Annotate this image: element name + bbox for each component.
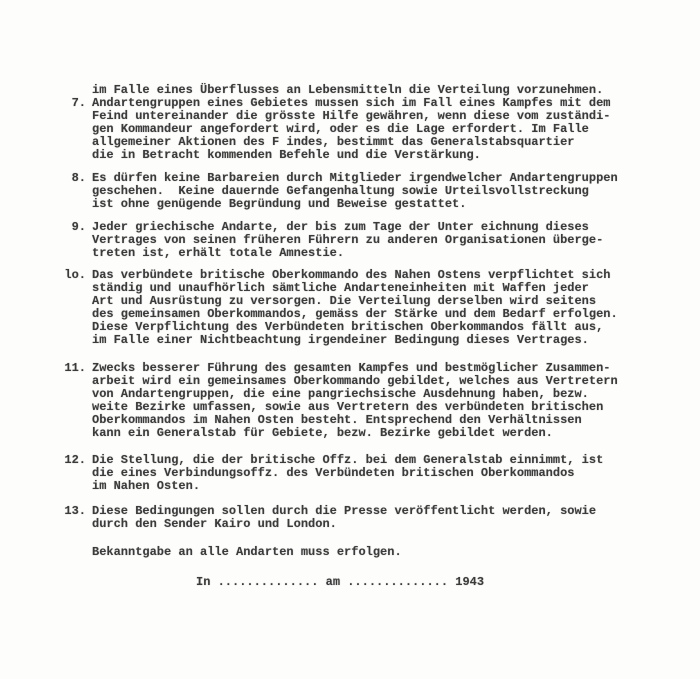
numbered-item <box>58 269 668 347</box>
text-line: Vertrages von seinen früheren Führern zu anderen Organisationen überge- <box>92 233 604 247</box>
document-text-block <box>58 84 668 589</box>
item-number: lo. <box>64 268 86 282</box>
text-line: des gemeinsamen Oberkommandos, gemäss der Stärke und dem Bedarf erfolgen. <box>92 307 618 321</box>
numbered-item <box>58 505 668 531</box>
text-line: Zwecks besserer Führung des gesamten Kampfes und bestmöglicher Zusammen- <box>92 361 611 375</box>
item-text <box>92 454 603 493</box>
text-line: ist ohne genügende Begründung und Beweise gestattet. <box>92 197 467 211</box>
continuation-line: im Falle eines Überflusses an Lebensmitteln die Verteilung vorzunehmen. <box>92 83 604 97</box>
text-line: von Andartengruppen, die eine pangriechsische Ausdehnung haben, bezw. <box>92 387 589 401</box>
item-text <box>92 269 618 347</box>
text-line: kann ein Generalstab für Gebiete, bezw. Bezirke gebildet werden. <box>92 426 553 440</box>
item-text <box>92 172 618 211</box>
closing-line: Bekanntgabe an alle Andarten muss erfolgen. <box>92 545 402 559</box>
text-line: Andartengruppen eines Gebietes mussen sich im Fall eines Kampfes mit dem <box>92 96 611 110</box>
text-line: Diese Verpflichtung des Verbündeten britischen Oberkommandos fällt aus, <box>92 320 604 334</box>
text-line: Das verbündete britische Oberkommando des Nahen Ostens verpflichtet sich <box>92 268 611 282</box>
item-text <box>92 362 618 440</box>
numbered-item <box>58 221 668 260</box>
text-line: Die Stellung, die der britische Offz. bei dem Generalstab einnimmt, ist <box>92 453 604 467</box>
text-line: Art und Ausrüstung zu versorgen. Die Verteilung derselben wird seitens <box>92 294 597 308</box>
text-line: durch den Sender Kairo und London. <box>92 517 337 531</box>
text-line: die in Betracht kommenden Befehle und die Verstärkung. <box>92 148 481 162</box>
item-number: 13. <box>64 504 86 518</box>
item-number: 11. <box>64 361 86 375</box>
item-number: 9. <box>71 220 86 234</box>
text-line: treten ist, erhält totale Amnestie. <box>92 246 345 260</box>
item-number: 8. <box>71 171 86 185</box>
text-line: ständig und unaufhörlich sämtliche Andarteneinheiten mit Waffen jeder <box>92 281 589 295</box>
numbered-items-list <box>58 97 668 531</box>
numbered-item <box>58 172 668 211</box>
text-line: weite Bezirke umfassen, sowie aus Vertretern des verbündeten britischen <box>92 400 604 414</box>
text-line: Es dürfen keine Barbareien durch Mitglieder irgendwelcher Andartengruppen <box>92 171 618 185</box>
numbered-item <box>58 97 668 162</box>
text-line: geschehen. Keine dauernde Gefangenhaltung sowie Urteilsvollstreckung <box>92 184 589 198</box>
item-text <box>92 505 596 531</box>
item-number: 12. <box>64 453 86 467</box>
text-line: im Nahen Osten. <box>92 479 201 493</box>
text-line: allgemeiner Aktionen des F indes, bestimmt das Generalstabsquartier <box>92 135 575 149</box>
numbered-item <box>58 454 668 493</box>
item-text <box>92 97 610 162</box>
text-line: Jeder griechische Andarte, der bis zum Tage der Unter eichnung dieses <box>92 220 589 234</box>
text-line: arbeit wird ein gemeinsames Oberkommando gebildet, welches aus Vertretern <box>92 374 618 388</box>
numbered-item <box>58 362 668 440</box>
date-signature-line: In .............. am .............. 1943 <box>196 575 485 589</box>
text-line: Feind untereinander die grösste Hilfe gewähren, wenn diese vom zuständi- <box>92 109 611 123</box>
text-line: die eines Verbindungsoffz. des Verbündeten britischen Oberkommandos <box>92 466 575 480</box>
text-line: gen Kommandeur angefordert wird, oder es die Lage erfordert. Im Falle <box>92 122 589 136</box>
text-line: Diese Bedingungen sollen durch die Presse veröffentlicht werden, sowie <box>92 504 597 518</box>
text-line: im Falle einer Nichtbeachtung irgendeiner Bedingung dieses Vertrages. <box>92 333 589 347</box>
item-text <box>92 221 603 260</box>
text-line: Oberkommandos im Nahen Osten besteht. Entsprechend den Verhältnissen <box>92 413 582 427</box>
item-number: 7. <box>71 96 86 110</box>
